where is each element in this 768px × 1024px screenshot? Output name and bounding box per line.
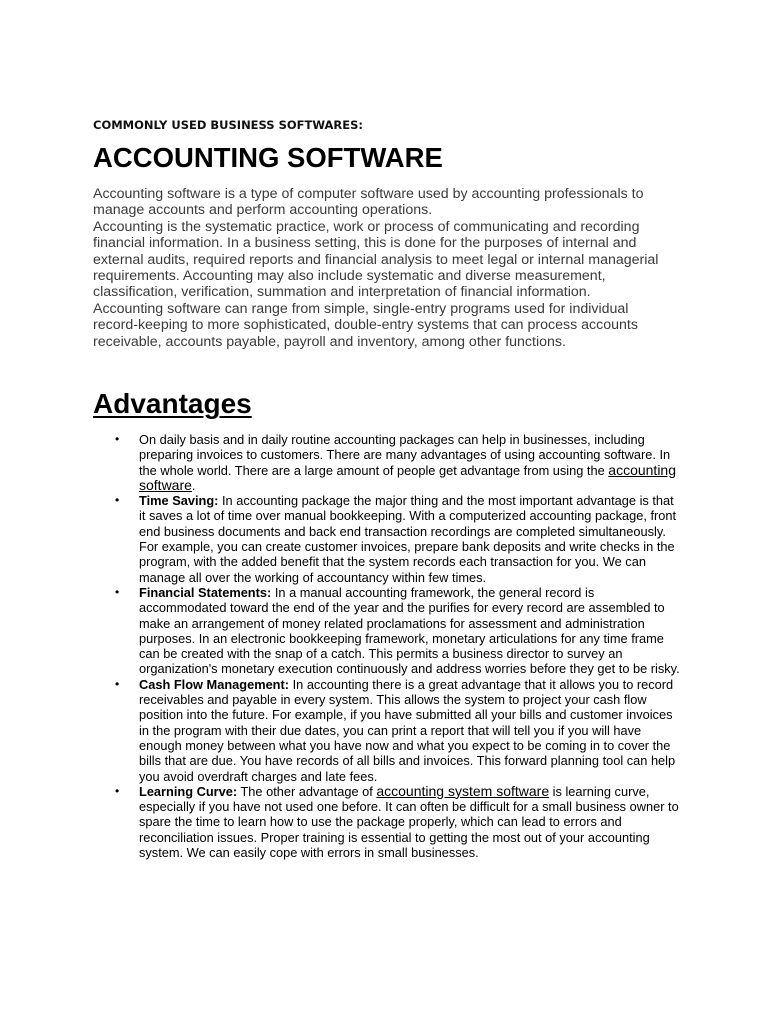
item-title: Learning Curve:	[139, 783, 238, 799]
item-text: On daily basis and in daily routine accounting packages can help in businesses, including preparing invoices to customers. There are many advantages of using accounting software. In the whole world. There are a large amount of people get advantage from using the	[139, 432, 671, 478]
item-text: In a manual accounting framework, the general record is accommodated toward the end of the year and the purifies for every record are assembled to make an arrangement of money related proclamations for assessment and administration purposes. In an electronic bookkeeping framework, monetary articulations for any time frame can be created with the snap of a catch. This permits a business director to survey an organization's monetary execution continuously and address worries before they get to be risky.	[139, 584, 680, 677]
item-text: In accounting there is a great advantage that it allows you to record receivables and payable in every system. This allows the system to project your cash flow position into the future. For example, if you have submitted all your bills and customer invoices in the program with their due dates, you can print a report that will tell you if you will have enough money between what you have now and what you expect to be coming in to cover the bills that are due. You have records of all bills and invoices. This forward planning tool can help you avoid overdraft charges and late fees.	[139, 676, 676, 784]
intro-paragraph: Accounting software can range from simple, single-entry programs used for individual record-keeping to more sophisticated, double-entry systems that can process accounts receivable, accounts payable, payroll and inventory, among other functions.	[93, 300, 638, 350]
list-item	[93, 784, 683, 860]
intro-paragraph: Accounting is the systematic practice, work or process of communicating and recording financial information. In a business setting, this is done for the purposes of internal and external audits, required reports and financial analysis to meet legal or internal managerial requirements. Accounting may also include systematic and diverse measurement, classification, verification, summation and interpretation of financial information.	[93, 218, 659, 301]
accounting-system-software-link[interactable]: accounting system software	[376, 782, 550, 799]
list-item	[93, 585, 683, 677]
bullet-icon: •	[115, 783, 120, 798]
intro-text	[93, 186, 673, 350]
bullet-icon: •	[115, 432, 120, 446]
list-item	[93, 493, 683, 585]
item-text: .	[191, 477, 196, 493]
item-title: Financial Statements:	[139, 584, 272, 600]
list-item	[93, 432, 683, 493]
item-text: The other advantage of	[237, 783, 377, 799]
intro-paragraph: Accounting software is a type of computer software used by accounting professionals to manage accounts and perform accounting operations.	[93, 186, 644, 219]
bullet-icon: •	[115, 676, 120, 691]
list-item	[93, 677, 683, 784]
section-kicker: COMMONLY USED BUSINESS SOFTWARES:	[93, 118, 364, 132]
bullet-icon: •	[115, 493, 120, 508]
item-title: Time Saving:	[139, 493, 219, 509]
bullet-icon: •	[115, 584, 120, 599]
advantages-list	[93, 432, 683, 860]
accounting-software-link[interactable]: accounting software	[139, 461, 676, 493]
item-text: In accounting package the major thing and the most important advantage is that it saves a lot of time over manual bookkeeping. With a computerized accounting package, front end business documents and back end transaction recordings are completed simultaneously. For example, you can create customer invoices, prepare bank deposits and write checks in the program, with the added benefit that the system records each transaction for you. We can manage all over the working of accountancy within few times.	[139, 493, 677, 585]
page-title: ACCOUNTING SOFTWARE	[93, 142, 443, 173]
advantages-heading: Advantages	[93, 388, 252, 419]
item-text: is learning curve, especially if you have not used one before. It can often be difficult for a small business owner to spare the time to learn how to use the package properly, which can lead to errors and reconciliation issues. Proper training is essential to getting the most out of your accounting system. We can easily cope with errors in small businesses.	[139, 783, 679, 861]
item-title: Cash Flow Management:	[139, 676, 290, 692]
